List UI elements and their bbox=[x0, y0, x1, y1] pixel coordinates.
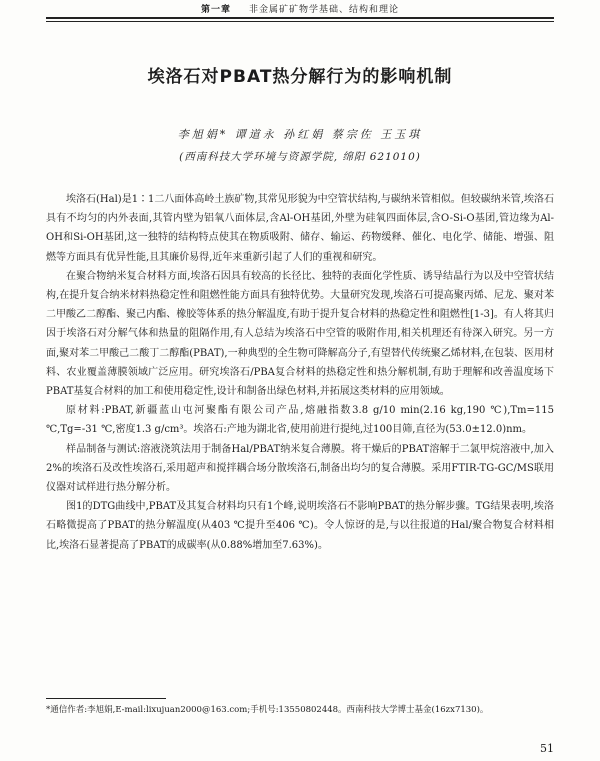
body-text bbox=[46, 190, 554, 555]
running-header bbox=[46, 2, 554, 16]
paragraph-intro: 埃洛石(Hal)是1∶1二八面体高岭土族矿物,其常见形貌为中空管状结构,与碳纳米管相似。但较碳纳米管,埃洛石具有不均匀的内外表面,其管内壁为铝氧八面体层,含Al-OH基团,外壁为硅氧四面体层,含O-Si-O基团,管边缘为Al-OH和Si-OH基团,这一独特的结构特点使其在物质吸附、储存、输运、药物缓释、催化、电化学、储能、增强、阻燃等方面具有优异性能,且其廉价易得,近年来重新引起了人们的重视和研究。 bbox=[46, 194, 554, 263]
header-rule-thick bbox=[46, 17, 554, 19]
paragraph-background: 在聚合物纳米复合材料方面,埃洛石因具有较高的长径比、独特的表面化学性质、诱导结晶行为以及中空管状结构,在提升复合纳米材料热稳定性和阻燃性能方面具有独特优势。大量研究发现,埃洛石可提高聚丙烯、尼龙、聚对苯二甲酸乙二醇酯、聚己内酯、橡胶等体系的热分解温度,有助于提升复合材料的热稳定性和阻燃性[1-3]。有人将其归因于埃洛石对分解气体和热量的阻隔作用,有人总结为埃洛石中空管的吸附作用,相关机理还有待深入研究。另一方面,聚对苯二甲酸己二酸丁二醇酯(PBAT),一种典型的全生物可降解高分子,有望替代传统聚乙烯材料,在包装、医用材料、农业覆盖薄膜领域广泛应用。研究埃洛石/PBA复合材料的热稳定性和热分解机制,有助于理解和改善温度场下PBAT基复合材料的加工和使用稳定性,设计和制备出绿色材料,并拓展这类材料的应用领域。 bbox=[46, 270, 554, 398]
paragraph-methods: 样品制备与测试:溶液浇筑法用于制备Hal/PBAT纳米复合薄膜。将干燥后的PBAT溶解于二氯甲烷溶液中,加入2%的埃洛石及改性埃洛石,采用超声和搅拌耦合场分散埃洛石,制备出均匀的复合薄膜。采用FTIR-TG-GC/MS联用仪器对试样进行热分解分析。 bbox=[46, 443, 554, 494]
header-rule-thin bbox=[46, 21, 554, 22]
author-list: 李旭娟* 谭道永 孙红娟 蔡宗佐 王玉琪 bbox=[177, 128, 423, 141]
footnote: *通信作者:李旭娟,E-mail:lixujuan2000@163.com;手机号:13550802448。西南科技大学博士基金(16zx7130)。 bbox=[46, 705, 489, 715]
paragraph-materials: 原材料:PBAT,新疆蓝山屯河聚酯有限公司产品,熔融指数3.8 g/10 min(2.16 kg,190 ℃),Tm=115 ℃,Tg=-31 ℃,密度1.3 g/cm³。埃洛石:产地为湖北省,使用前进行提纯,过100目筛,直径为(53.0±12.0)nm。 bbox=[46, 405, 554, 436]
paragraph-results: 图1的DTG曲线中,PBAT及其复合材料均只有1个峰,说明埃洛石不影响PBAT的热分解步骤。TG结果表明,埃洛石略微提高了PBAT的热分解温度(从403 ℃提升至406 ℃)。令人惊讶的是,与以往报道的Hal/聚合物复合材料相比,埃洛石显著提高了PBAT的成碳率(从0.88%增加至7.63%)。 bbox=[46, 501, 554, 551]
affiliation: (西南科技大学环境与资源学院, 绵阳 621010) bbox=[179, 151, 421, 163]
footnote-rule bbox=[46, 698, 166, 699]
header-chapter: 第一章 bbox=[201, 5, 232, 15]
paper-title: 埃洛石对PBAT热分解行为的影响机制 bbox=[147, 67, 453, 87]
header-section: 非金属矿矿物学基础、结构和理论 bbox=[248, 5, 399, 15]
page-number: 51 bbox=[540, 742, 554, 755]
